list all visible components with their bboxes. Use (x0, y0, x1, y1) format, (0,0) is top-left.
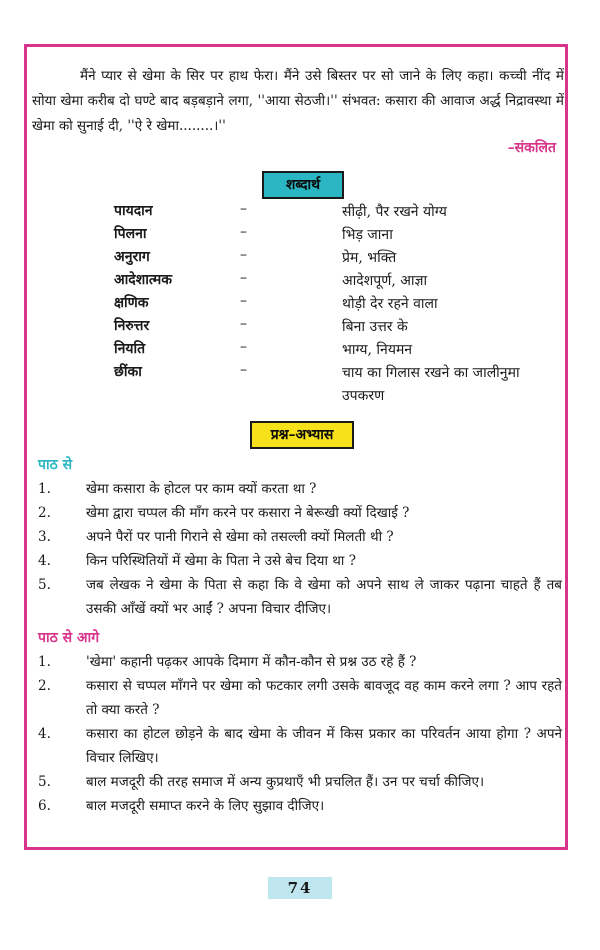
glossary-meaning: भिड़ जाना (342, 227, 393, 243)
glossary-row (114, 293, 574, 316)
question-text: खेमा कसारा के होटल पर काम क्यों करता था ? (86, 481, 317, 497)
glossary-row (114, 270, 574, 293)
glossary-row (114, 201, 574, 224)
exercise-title: प्रश्न–अभ्यास (250, 421, 354, 449)
question-number: 2. (38, 678, 51, 694)
question-text: कसारा का होटल छोड़ने के बाद खेमा के जीवन में किस प्रकार का परिवर्तन आया होगा ? अपने विचार लिखिए। (86, 726, 562, 766)
question-text: कसारा से चप्पल माँगने पर खेमा को फटकार लगी उसके बावजूद वह काम करने लगा ? आप रहते तो क्या करते ? (86, 678, 562, 718)
question-text: खेमा द्वारा चप्पल की माँग करने पर कसारा ने बेरूखी क्यों दिखाई ? (86, 505, 410, 521)
glossary-row (114, 339, 574, 362)
question-number: 4. (38, 726, 51, 742)
glossary-word: पिलना (114, 226, 147, 242)
question-text: बाल मजदूरी समाप्त करने के लिए सुझाव दीजिए। (86, 798, 325, 814)
intro-passage (32, 64, 564, 139)
glossary-meaning: भाग्य, नियमन (342, 342, 413, 358)
glossary-dash: – (240, 293, 247, 309)
glossary-word: अनुराग (114, 249, 150, 265)
question-item (38, 650, 562, 674)
glossary-meaning: चाय का गिलास रखने का जालीनुमा उपकरण (342, 365, 520, 404)
question-text: किन परिस्थितियों में खेमा के पिता ने उसे बेच दिया था ? (86, 553, 356, 569)
glossary-word: छींका (114, 364, 142, 380)
glossary-list (114, 201, 574, 408)
section-heading-path-se: पाठ से (38, 457, 73, 473)
question-item (38, 794, 562, 818)
question-list-path-se-aage (38, 650, 562, 818)
question-number: 5. (38, 577, 51, 593)
section-heading-path-se-aage: पाठ से आगे (38, 630, 100, 646)
glossary-meaning: प्रेम, भक्ति (342, 250, 397, 266)
question-number: 6. (38, 798, 51, 814)
glossary-dash: – (240, 224, 247, 240)
question-text: बाल मजदूरी की तरह समाज में अन्य कुप्रथाएँ भी प्रचलित हैं। उन पर चर्चा कीजिए। (86, 774, 485, 790)
question-item (38, 770, 562, 794)
page-number: 74 (268, 877, 332, 899)
question-number: 2. (38, 505, 51, 521)
glossary-dash: – (240, 201, 247, 217)
question-text: 'खेमा' कहानी पढ़कर आपके दिमाग में कौन-कौन से प्रश्न उठ रहे हैं ? (86, 654, 417, 670)
glossary-meaning: बिना उत्तर के (342, 319, 408, 335)
question-item (38, 674, 562, 722)
question-text: अपने पैरों पर पानी गिराने से खेमा को तसल्ली क्यों मिलती थी ? (86, 529, 394, 545)
glossary-word: पायदान (114, 203, 153, 219)
question-number: 1. (38, 654, 51, 670)
intro-paragraph: मैंने प्यार से खेमा के सिर पर हाथ फेरा। मैंने उसे बिस्तर पर सो जाने के लिए कहा। कच्ची नींद में सोया खेमा करीब दो घण्टे बाद बड़बड़ाने लगा, ''आया सेठजी।'' संभवत: कसारा की आवाज अर्द्ध निद्रावस्था में खेमा को सुनाई दी, ''ऐ रे खेमा........।'' (32, 68, 564, 134)
question-item (38, 549, 562, 573)
glossary-row (114, 247, 574, 270)
question-number: 5. (38, 774, 51, 790)
glossary-meaning: सीढ़ी, पैर रखने योग्य (342, 204, 447, 220)
glossary-word: क्षणिक (114, 295, 149, 311)
glossary-row (114, 224, 574, 247)
glossary-meaning: थोड़ी देर रहने वाला (342, 296, 438, 312)
glossary-word: नियति (114, 341, 146, 357)
glossary-title: शब्दार्थ (262, 171, 344, 199)
attribution: –संकलित (507, 140, 556, 156)
glossary-dash: – (240, 362, 247, 378)
glossary-dash: – (240, 270, 247, 286)
question-list-path-se (38, 477, 562, 621)
glossary-dash: – (240, 247, 247, 263)
question-item (38, 722, 562, 770)
glossary-row (114, 362, 574, 408)
question-item (38, 501, 562, 525)
question-item (38, 573, 562, 621)
question-number: 1. (38, 481, 51, 497)
question-text: जब लेखक ने खेमा के पिता से कहा कि वे खेमा को अपने साथ ले जाकर पढ़ाना चाहते हैं तब उसकी आँखें क्यों भर आईं ? अपना विचार दीजिए। (86, 577, 562, 617)
question-number: 4. (38, 553, 51, 569)
glossary-word: निरुत्तर (114, 318, 150, 334)
glossary-word: आदेशात्मक (114, 272, 172, 288)
question-item (38, 477, 562, 501)
question-item (38, 525, 562, 549)
glossary-dash: – (240, 339, 247, 355)
question-number: 3. (38, 529, 51, 545)
glossary-meaning: आदेशपूर्ण, आज्ञा (342, 273, 428, 289)
glossary-row (114, 316, 574, 339)
glossary-dash: – (240, 316, 247, 332)
